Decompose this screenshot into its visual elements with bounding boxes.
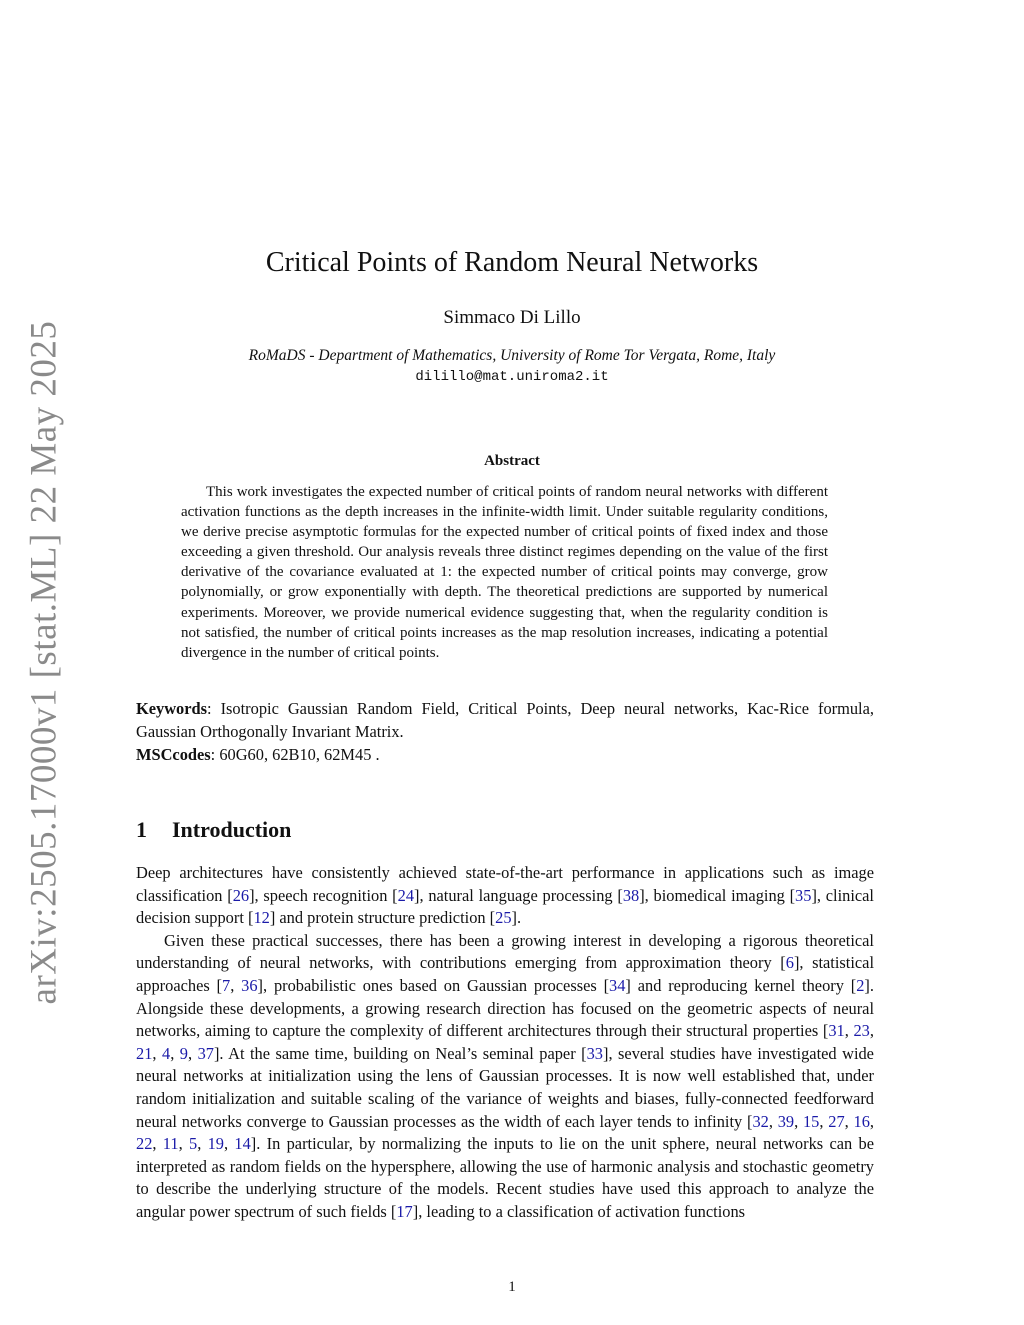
citation-link[interactable]: 16 [853,1111,870,1131]
body-text-run: ], natural language processing [ [414,885,623,905]
author-name: Simmaco Di Lillo [443,307,581,328]
arxiv-side-stamp [14,320,74,1005]
citation-link[interactable]: 39 [777,1111,795,1131]
citation-link[interactable]: 4 [161,1043,171,1063]
body-text-run: ]. At the same time, building on Neal’s seminal paper [ [213,1043,587,1063]
citation-link[interactable]: 34 [609,975,626,995]
body-text-run: , [768,1111,778,1131]
body-text-run: , [224,1134,235,1154]
keywords-line [136,697,874,743]
body-text-run: ], speech recognition [ [249,885,398,905]
msc-line [136,743,874,766]
citation-link[interactable]: 24 [397,885,415,905]
abstract-heading: Abstract [484,453,540,469]
body-text-run: ] and reproducing kernel theory [ [625,975,857,995]
body-text-run: , [197,1134,208,1154]
body-text-run: ], biomedical imaging [ [639,885,796,905]
author-email[interactable]: dilillo@mat.uniroma2.it [415,369,609,385]
body-text-run: , [794,1111,803,1131]
citation-link[interactable]: 19 [207,1134,224,1154]
citation-link[interactable]: 27 [828,1111,845,1131]
body-text-run: , [230,975,242,995]
body-paragraph [136,862,874,930]
body-text-run: ], several studies have investigated wide neural networks at initialization using the lens of Gaussian processes. It is now well established that, under random initialization and suitable scaling of the variance of weights and biases, fully-connected feedforward neural networks converge to Gaussian processes as the width of each layer tends to infinity [ [136,1043,874,1131]
citation-link[interactable]: 12 [253,908,270,928]
body-text-run: ], probabilistic ones based on Gaussian processes [ [257,975,610,995]
section-number: 1 [136,817,147,842]
citation-link[interactable]: 2 [856,975,865,995]
body-text-run: ]. [511,908,522,928]
citation-link[interactable]: 38 [622,885,640,905]
citation-link[interactable]: 31 [828,1021,845,1041]
body-text-run: , [869,1021,874,1041]
citation-link[interactable]: 26 [232,885,250,905]
body-text-run: ]. In particular, by normalizing the inputs to lie on the unit sphere, neural networks can be interpreted as random fields on the hypersphere, allowing the use of harmonic analysis and stochastic geometry to describe the underlying structure of the models. Recent studies have used this approach to analyze the angular power spectrum of such fields [ [136,1134,874,1221]
body-text-run: , [187,1043,198,1063]
body-text-run: , [152,1134,163,1154]
body-text-run: ], clinical decision support [ [136,885,874,928]
citation-link[interactable]: 22 [136,1134,153,1154]
body-text-run: , [152,1043,162,1063]
body-text-run: , [869,1111,875,1131]
citation-link[interactable]: 25 [495,908,512,928]
keywords-block [136,697,874,766]
citation-link[interactable]: 17 [396,1201,413,1221]
citation-link[interactable]: 11 [162,1134,179,1154]
msc-label: MSCcodes [136,745,211,764]
paper-title: Critical Points of Random Neural Networks [265,247,759,278]
citation-link[interactable]: 7 [222,975,231,995]
citation-link[interactable]: 15 [802,1111,820,1131]
keywords-text: : Isotropic Gaussian Random Field, Critical Points, Deep neural networks, Kac-Rice formula, Gaussian Orthogonally Invariant Matrix. [136,699,874,741]
citation-link[interactable]: 23 [853,1021,870,1041]
body-paragraph [136,930,874,1224]
citation-link[interactable]: 9 [179,1043,188,1063]
body-text-run: ], statistical approaches [ [136,953,875,995]
citation-link[interactable]: 5 [189,1134,198,1154]
body-text-run: ] and protein structure prediction [ [269,908,496,928]
body-text-run: , [170,1043,180,1063]
body-text-run: ]. Alongside these developments, a growing research direction has focused on the geometric aspects of neural networks, aiming to capture the complexity of different architectures through their structural properties [ [136,975,874,1041]
body-text-run: Deep architectures have consistently achieved state-of-the-art performance in applications such as image classification [ [136,863,874,905]
body-text-run: Given these practical successes, there has been a growing interest in developing a rigorous theoretical understanding of neural networks, with contributions emerging from approximation theory [ [136,930,874,973]
page-number: 1 [508,1279,516,1295]
body-text-run: , [819,1111,829,1131]
citation-link[interactable]: 37 [197,1043,214,1063]
citation-link[interactable]: 36 [241,975,258,995]
citation-link[interactable]: 6 [785,953,794,973]
body-text-run: , [844,1021,854,1041]
citation-link[interactable]: 14 [234,1134,251,1154]
msc-text: : 60G60, 62B10, 62M45 . [210,745,380,764]
body-text-run: , [178,1134,189,1154]
citation-link[interactable]: 21 [136,1043,153,1063]
arxiv-identifier: arXiv:2505.17000v1 [stat.ML] 22 May 2025 [23,320,65,1005]
section-title: Introduction [172,817,292,842]
keywords-label: Keywords [136,699,208,718]
citation-link[interactable]: 33 [586,1043,603,1063]
citation-link[interactable]: 32 [752,1111,769,1131]
section-heading-introduction [136,817,291,843]
introduction-body [136,862,874,1224]
body-text-run: ], leading to a classification of activation functions [412,1201,746,1221]
author-affiliation: RoMaDS - Department of Mathematics, University of Rome Tor Vergata, Rome, Italy [248,347,776,364]
citation-link[interactable]: 35 [795,885,812,905]
abstract-text: This work investigates the expected number of critical points of random neural networks with different activation functions as the depth increases in the infinite-width limit. Under suitable regularity conditions, we derive precise asymptotic formulas for the expected number of critical points of fixed index and those exceeding a given threshold. Our analysis reveals three distinct regimes depending on the value of the first derivative of the covariance evaluated at 1: the expected number of critical points may converge, grow polynomially, or grow exponentially with depth. The theoretical predictions are supported by numerical experiments. Moreover, we provide numerical evidence suggesting that, when the regularity condition is not satisfied, the number of critical points increases as the map resolution increases, indicating a potential divergence in the number of critical points. [181,484,828,661]
body-text-run: , [844,1111,854,1131]
